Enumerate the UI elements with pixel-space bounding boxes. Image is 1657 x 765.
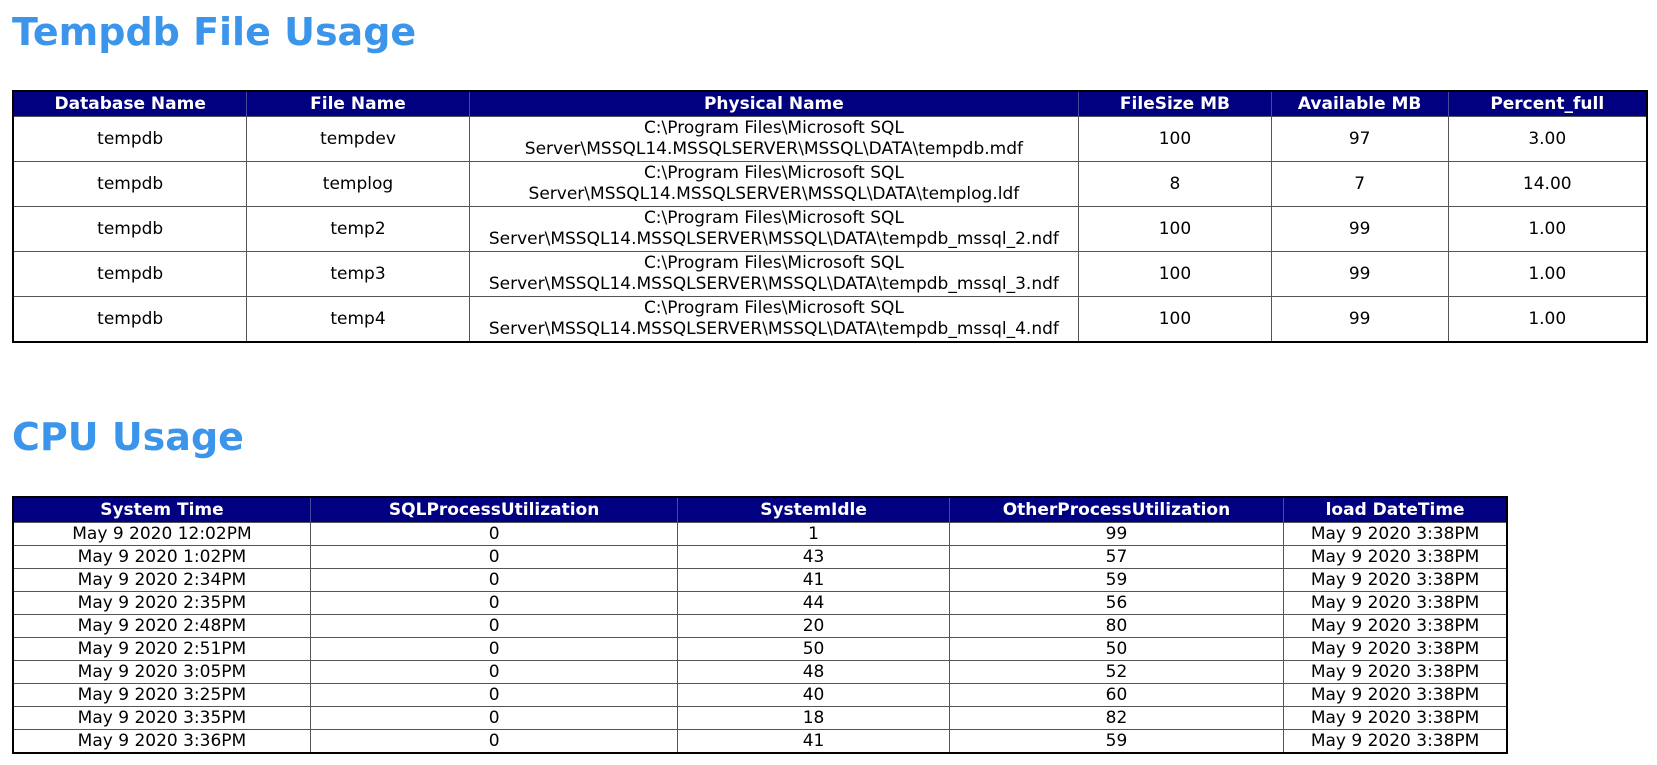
column-header-system-idle: SystemIdle: [678, 497, 949, 523]
table-row: [13, 638, 1507, 661]
table-cell: C:\Program Files\Microsoft SQL Server\MSSQL14.MSSQLSERVER\MSSQL\DATA\tempdb_mssql_3.ndf: [469, 252, 1079, 297]
table-cell: 0: [310, 730, 677, 754]
table-cell: C:\Program Files\Microsoft SQL Server\MSSQL14.MSSQLSERVER\MSSQL\DATA\tempdb_mssql_4.ndf: [469, 297, 1079, 343]
table-cell: 1: [678, 523, 949, 546]
table-cell: tempdb: [13, 297, 247, 343]
column-header-physical-name: Physical Name: [469, 91, 1079, 117]
cpu-usage-table: [12, 496, 1508, 754]
table-cell: 56: [949, 592, 1283, 615]
table-cell: 18: [678, 707, 949, 730]
table-cell: 99: [1271, 207, 1448, 252]
table-cell: May 9 2020 2:34PM: [13, 569, 310, 592]
table-cell: C:\Program Files\Microsoft SQL Server\MSSQL14.MSSQLSERVER\MSSQL\DATA\tempdb_mssql_2.ndf: [469, 207, 1079, 252]
column-header-filesize-mb: FileSize MB: [1079, 91, 1272, 117]
table-cell: 41: [678, 730, 949, 754]
table-cell: temp4: [247, 297, 469, 343]
table-cell: templog: [247, 162, 469, 207]
table-row: [13, 569, 1507, 592]
table-cell: 1.00: [1448, 207, 1647, 252]
table-cell: 44: [678, 592, 949, 615]
table-cell: C:\Program Files\Microsoft SQL Server\MSSQL14.MSSQLSERVER\MSSQL\DATA\templog.ldf: [469, 162, 1079, 207]
table-cell: May 9 2020 2:51PM: [13, 638, 310, 661]
table-cell: 0: [310, 615, 677, 638]
table-cell: 100: [1079, 252, 1272, 297]
table-cell: temp2: [247, 207, 469, 252]
table-cell: May 9 2020 3:38PM: [1284, 661, 1507, 684]
tempdb-section-title: Tempdb File Usage: [12, 10, 417, 54]
table-cell: 50: [949, 638, 1283, 661]
column-header-available-mb: Available MB: [1271, 91, 1448, 117]
table-header-row: [13, 497, 1507, 523]
tempdb-file-usage-table: [12, 90, 1648, 343]
table-cell: 99: [1271, 252, 1448, 297]
table-header-row: [13, 91, 1647, 117]
table-cell: May 9 2020 3:36PM: [13, 730, 310, 754]
table-cell: 3.00: [1448, 117, 1647, 162]
table-cell: May 9 2020 3:38PM: [1284, 730, 1507, 754]
table-cell: 50: [678, 638, 949, 661]
table-cell: 80: [949, 615, 1283, 638]
table-cell: May 9 2020 3:38PM: [1284, 638, 1507, 661]
table-cell: 1.00: [1448, 297, 1647, 343]
table-cell: C:\Program Files\Microsoft SQL Server\MSSQL14.MSSQLSERVER\MSSQL\DATA\tempdb.mdf: [469, 117, 1079, 162]
table-cell: 40: [678, 684, 949, 707]
column-header-database-name: Database Name: [13, 91, 247, 117]
table-cell: 59: [949, 569, 1283, 592]
table-cell: May 9 2020 3:38PM: [1284, 684, 1507, 707]
table-cell: 8: [1079, 162, 1272, 207]
table-cell: 97: [1271, 117, 1448, 162]
table-cell: May 9 2020 12:02PM: [13, 523, 310, 546]
table-cell: May 9 2020 3:38PM: [1284, 615, 1507, 638]
table-row: [13, 615, 1507, 638]
table-cell: 100: [1079, 117, 1272, 162]
table-cell: 0: [310, 546, 677, 569]
table-cell: 14.00: [1448, 162, 1647, 207]
table-cell: May 9 2020 3:38PM: [1284, 546, 1507, 569]
column-header-sql-process-utilization: SQLProcessUtilization: [310, 497, 677, 523]
table-cell: tempdb: [13, 162, 247, 207]
table-row: [13, 592, 1507, 615]
table-cell: 100: [1079, 207, 1272, 252]
table-cell: May 9 2020 1:02PM: [13, 546, 310, 569]
table-cell: May 9 2020 3:38PM: [1284, 569, 1507, 592]
column-header-load-datetime: load DateTime: [1284, 497, 1507, 523]
table-row: [13, 707, 1507, 730]
table-row: [13, 252, 1647, 297]
table-cell: 43: [678, 546, 949, 569]
table-cell: 99: [1271, 297, 1448, 343]
table-cell: 7: [1271, 162, 1448, 207]
table-row: [13, 546, 1507, 569]
table-cell: tempdb: [13, 207, 247, 252]
column-header-system-time: System Time: [13, 497, 310, 523]
table-cell: 100: [1079, 297, 1272, 343]
table-row: [13, 297, 1647, 343]
table-row: [13, 730, 1507, 754]
table-cell: May 9 2020 2:35PM: [13, 592, 310, 615]
table-cell: 82: [949, 707, 1283, 730]
table-cell: 0: [310, 592, 677, 615]
column-header-other-process-utilization: OtherProcessUtilization: [949, 497, 1283, 523]
table-cell: May 9 2020 3:38PM: [1284, 707, 1507, 730]
table-cell: 60: [949, 684, 1283, 707]
table-cell: 59: [949, 730, 1283, 754]
table-cell: May 9 2020 3:25PM: [13, 684, 310, 707]
table-row: [13, 207, 1647, 252]
table-row: [13, 661, 1507, 684]
table-cell: May 9 2020 3:05PM: [13, 661, 310, 684]
table-cell: tempdb: [13, 252, 247, 297]
table-cell: 0: [310, 661, 677, 684]
table-cell: temp3: [247, 252, 469, 297]
column-header-file-name: File Name: [247, 91, 469, 117]
table-cell: 0: [310, 638, 677, 661]
column-header-percent-full: Percent_full: [1448, 91, 1647, 117]
table-row: [13, 117, 1647, 162]
table-cell: May 9 2020 3:35PM: [13, 707, 310, 730]
table-cell: May 9 2020 2:48PM: [13, 615, 310, 638]
table-cell: May 9 2020 3:38PM: [1284, 592, 1507, 615]
table-cell: 57: [949, 546, 1283, 569]
table-cell: 0: [310, 569, 677, 592]
table-cell: 48: [678, 661, 949, 684]
table-cell: 0: [310, 523, 677, 546]
table-cell: 99: [949, 523, 1283, 546]
table-row: [13, 162, 1647, 207]
table-cell: 52: [949, 661, 1283, 684]
table-cell: 0: [310, 684, 677, 707]
table-row: [13, 523, 1507, 546]
table-cell: tempdev: [247, 117, 469, 162]
table-row: [13, 684, 1507, 707]
table-cell: tempdb: [13, 117, 247, 162]
cpu-section-title: CPU Usage: [12, 415, 244, 459]
table-cell: 0: [310, 707, 677, 730]
table-cell: 20: [678, 615, 949, 638]
table-cell: 41: [678, 569, 949, 592]
table-cell: May 9 2020 3:38PM: [1284, 523, 1507, 546]
table-cell: 1.00: [1448, 252, 1647, 297]
